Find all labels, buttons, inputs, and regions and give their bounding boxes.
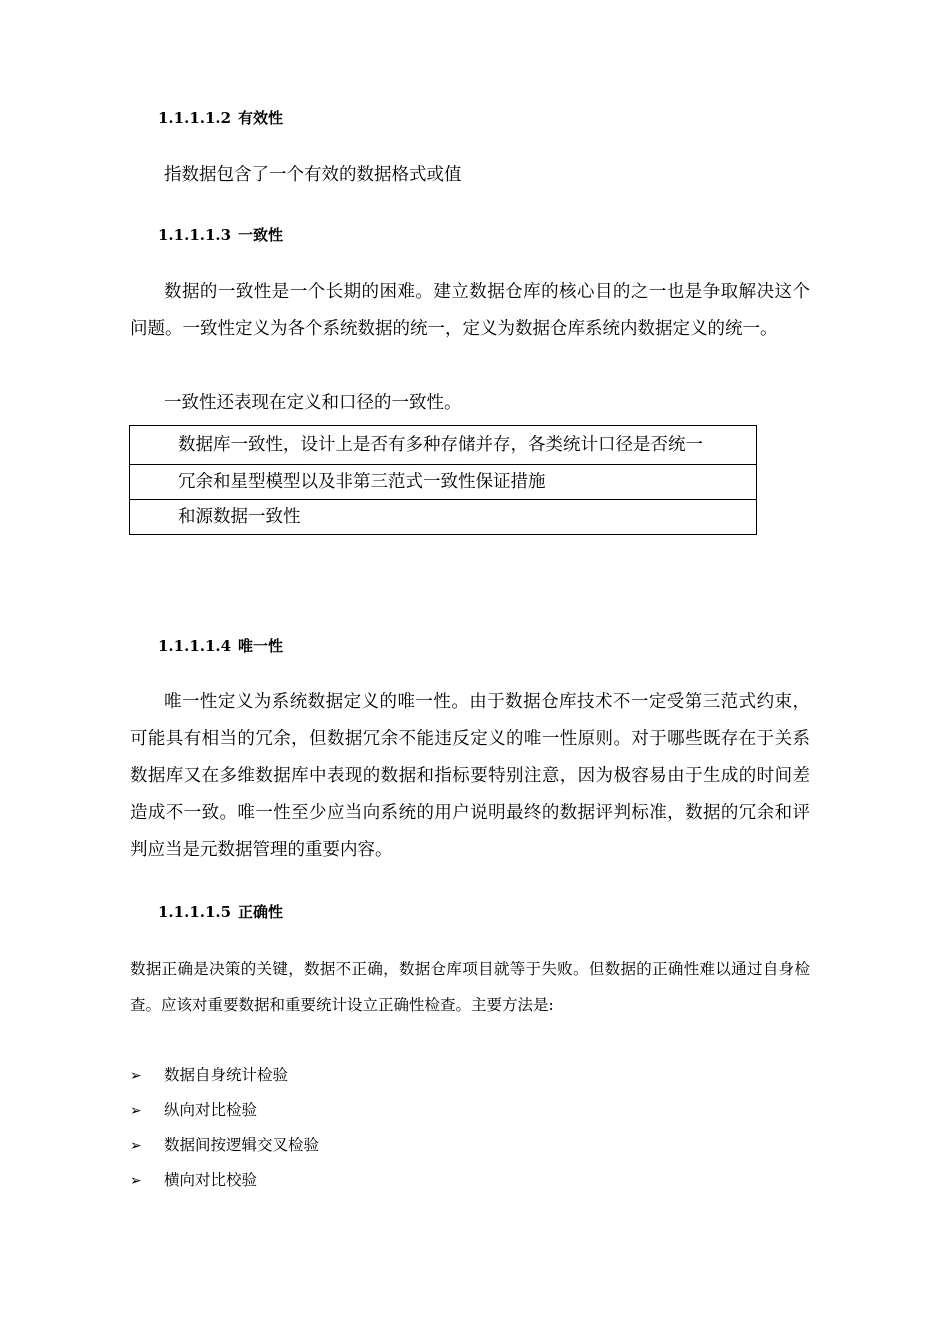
list-item (130, 1128, 319, 1163)
section-number: 1.1.1.1.5 (158, 903, 232, 921)
list-item-label: 横向对比校验 (164, 1171, 258, 1189)
methods-list (130, 1058, 319, 1198)
table-row (130, 465, 757, 500)
list-item (130, 1058, 319, 1093)
section-title: 有效性 (238, 109, 284, 127)
section-number: 1.1.1.1.2 (158, 109, 232, 127)
section-heading-consistency (158, 224, 283, 245)
consistency-table (129, 425, 757, 535)
section-heading-uniqueness (158, 635, 283, 656)
arrow-bullet-icon: ➢ (130, 1068, 142, 1084)
list-item-label: 数据自身统计检验 (164, 1066, 289, 1084)
arrow-bullet-icon: ➢ (130, 1103, 142, 1119)
consistency-paragraph: 数据的一致性是一个长期的困难。建立数据仓库的核心目的之一也是争取解决这个问题。一致性定义为各个系统数据的统一，定义为数据仓库系统内数据定义的统一。 (130, 282, 810, 339)
section-title: 一致性 (238, 226, 284, 244)
section-title: 正确性 (238, 903, 284, 921)
section-number: 1.1.1.1.4 (158, 637, 232, 655)
table-cell: 数据库一致性，设计上是否有多种存储并存，各类统计口径是否统一 (130, 426, 757, 465)
table-row (130, 426, 757, 465)
section-heading-validity (158, 107, 283, 128)
table-row (130, 500, 757, 535)
section-number: 1.1.1.1.3 (158, 226, 232, 244)
section-heading-correctness (158, 901, 283, 922)
arrow-bullet-icon: ➢ (130, 1173, 142, 1189)
section-title: 唯一性 (238, 637, 284, 655)
list-item (130, 1093, 319, 1128)
table-cell: 和源数据一致性 (130, 500, 757, 535)
arrow-bullet-icon: ➢ (130, 1138, 142, 1154)
list-item (130, 1163, 319, 1198)
uniqueness-paragraph: 唯一性定义为系统数据定义的唯一性。由于数据仓库技术不一定受第三范式约束，可能具有相当的冗余，但数据冗余不能违反定义的唯一性原则。对于哪些既存在于关系数据库又在多维数据库中表现的数据和指标要特别注意，因为极容易由于生成的时间差造成不一致。唯一性至少应当向系统的用户说明最终的数据评判标准，数据的冗余和评判应当是元数据管理的重要内容。 (130, 692, 810, 860)
table-cell: 冗余和星型模型以及非第三范式一致性保证措施 (130, 465, 757, 500)
list-item-label: 纵向对比检验 (164, 1101, 258, 1119)
list-item-label: 数据间按逻辑交叉检验 (164, 1136, 320, 1154)
consistency-intro: 一致性还表现在定义和口径的一致性。 (164, 393, 462, 413)
validity-paragraph: 指数据包含了一个有效的数据格式或值 (164, 165, 462, 185)
correctness-paragraph: 数据正确是决策的关键，数据不正确，数据仓库项目就等于失败。但数据的正确性难以通过自身检查。应该对重要数据和重要统计设立正确性检查。主要方法是: (130, 960, 810, 1014)
